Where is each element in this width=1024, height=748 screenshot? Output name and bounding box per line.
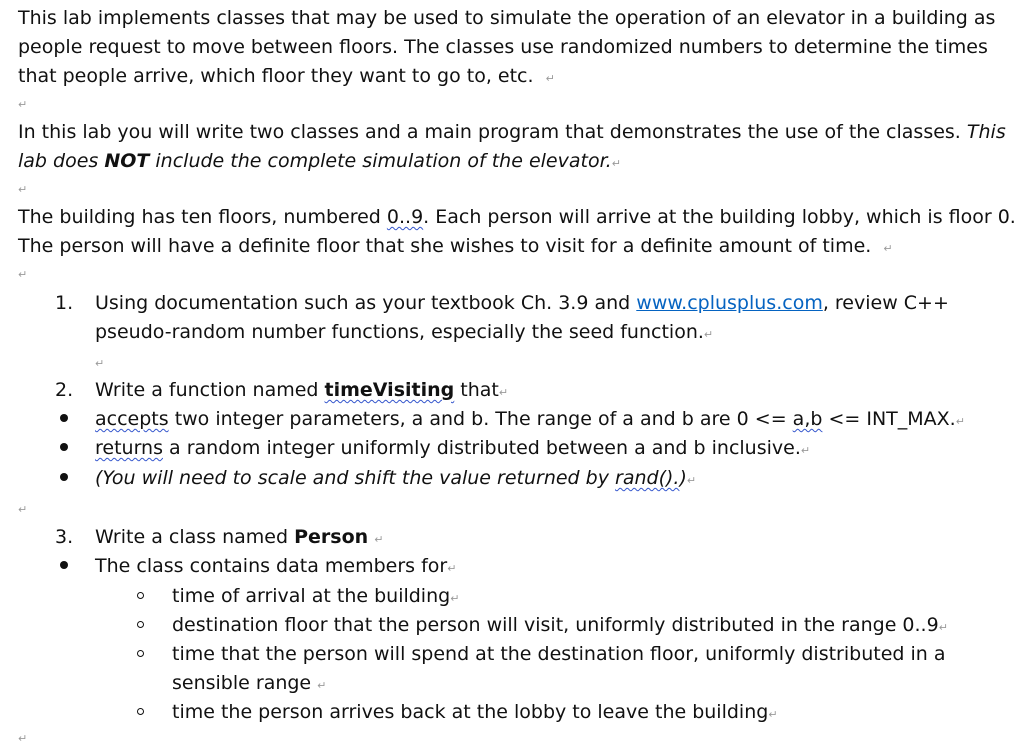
paragraph-mark: ↵ xyxy=(545,72,555,85)
ab-term: a,b xyxy=(792,408,823,430)
task-line-1 xyxy=(18,120,1006,144)
paragraph-mark: ↵ xyxy=(18,732,28,745)
item-3-sub-3-line-1: time that the person will spend at the destination floor, uniformly distributed in a xyxy=(172,643,946,665)
intro-line-3 xyxy=(18,64,555,88)
item-1-line-1 xyxy=(95,291,949,315)
item-1-line-2 xyxy=(95,320,713,344)
paragraph-mark: ↵ xyxy=(95,357,105,370)
item-3-number: 3. xyxy=(55,526,74,548)
item-2-bullet-2 xyxy=(95,436,810,460)
item-3-sub-2 xyxy=(172,613,948,637)
paragraph-mark: ↵ xyxy=(938,621,948,634)
paragraph-mark: ↵ xyxy=(447,562,457,575)
item-2-bullet-3 xyxy=(95,466,696,490)
item-1-number: 1. xyxy=(55,292,74,314)
task-line-2-c: include the complete simulation of the elevator. xyxy=(155,150,612,172)
intro-line-3-text: that people arrive, which floor they want to go to, etc. xyxy=(18,65,534,87)
item-2-bullet-3-c: ) xyxy=(679,467,687,489)
paragraph-mark: ↵ xyxy=(374,533,384,546)
paragraph-mark: ↵ xyxy=(18,98,28,111)
paragraph-mark: ↵ xyxy=(686,474,697,487)
item-2-bullet-1-d: <= INT_MAX. xyxy=(828,408,956,430)
bullet-dot xyxy=(60,414,68,422)
paragraph-mark: ↵ xyxy=(498,386,509,399)
circle-bullet xyxy=(137,592,144,599)
item-3-sub-2-text: destination floor that the person will visit, uniformly distributed in the range 0..9 xyxy=(172,614,939,636)
class-name: Person xyxy=(294,526,369,548)
circle-bullet xyxy=(137,650,144,657)
item-3-sub-4 xyxy=(172,700,778,724)
item-2-bullet-1-b: two integer parameters, a and b. The range of a and b are 0 <= xyxy=(174,408,787,430)
paragraph-mark: ↵ xyxy=(317,679,327,692)
item-2-line-1-a: Write a function named xyxy=(95,379,319,401)
item-3-sub-1 xyxy=(172,584,459,608)
bullet-dot xyxy=(60,561,68,569)
returns-word: returns xyxy=(95,437,163,459)
item-1-line-1-c: , review C++ xyxy=(822,292,949,314)
item-3-sub-1-text: time of arrival at the building xyxy=(172,585,451,607)
circle-bullet xyxy=(137,621,144,628)
task-line-1-italic: This xyxy=(966,121,1006,143)
item-3-line-1-a: Write a class named xyxy=(95,526,289,548)
intro-line-1: This lab implements classes that may be used to simulate the operation of an elevator in a building as xyxy=(18,7,996,29)
task-line-2-a: lab does xyxy=(18,150,99,172)
paragraph-mark: ↵ xyxy=(883,242,893,255)
paragraph-mark: ↵ xyxy=(18,503,28,516)
paragraph-mark: ↵ xyxy=(18,268,28,281)
paragraph-mark: ↵ xyxy=(450,592,460,605)
task-line-2 xyxy=(18,149,621,173)
item-3-sub-3-line-2-text: sensible range xyxy=(172,672,312,694)
building-line-1-c: . Each person will arrive at the building lobby, which is floor 0. xyxy=(423,206,1016,228)
paragraph-mark: ↵ xyxy=(800,444,811,457)
bullet-dot xyxy=(60,443,68,451)
building-line-2-text: The person will have a definite floor that she wishes to visit for a definite amount of time. xyxy=(18,235,872,257)
item-2-bullet-2-b: a random integer uniformly distributed between a and b inclusive. xyxy=(169,437,801,459)
bullet-dot xyxy=(60,473,68,481)
paragraph-mark: ↵ xyxy=(18,183,28,196)
item-3-line-1 xyxy=(95,525,383,549)
item-2-number: 2. xyxy=(55,379,74,401)
building-line-1 xyxy=(18,205,1016,229)
function-name: timeVisiting xyxy=(324,379,455,401)
paragraph-mark: ↵ xyxy=(611,157,621,170)
accepts-word: accepts xyxy=(95,408,169,430)
item-1-line-1-a: Using documentation such as your textbook Ch. 3.9 and xyxy=(95,292,631,314)
item-3-sub-3-line-2 xyxy=(172,671,326,695)
item-3-sub-4-text: time the person arrives back at the lobby to leave the building xyxy=(172,701,769,723)
building-line-1-a: The building has ten floors, numbered xyxy=(18,206,381,228)
paragraph-mark: ↵ xyxy=(768,708,778,721)
building-line-2 xyxy=(18,234,893,258)
task-line-1-text: In this lab you will write two classes and a main program that demonstrates the use of the classes. xyxy=(18,121,961,143)
building-floor-range: 0..9 xyxy=(386,206,424,228)
item-2-line-1-c: that xyxy=(460,379,499,401)
item-1-line-2-text: pseudo-random number functions, especially the seed function. xyxy=(95,321,704,343)
cplusplus-link[interactable]: www.cplusplus.com xyxy=(636,292,823,314)
rand-call: rand(). xyxy=(615,467,680,489)
item-3-bullet-text: The class contains data members for xyxy=(95,555,448,577)
paragraph-mark: ↵ xyxy=(955,415,965,428)
task-line-2-not: NOT xyxy=(104,150,150,172)
item-2-bullet-1 xyxy=(95,407,965,431)
item-3-bullet xyxy=(95,554,456,578)
paragraph-mark: ↵ xyxy=(703,328,714,341)
circle-bullet xyxy=(137,708,144,715)
intro-line-2: people request to move between floors. The classes use randomized numbers to determine the times xyxy=(18,36,988,58)
item-2-bullet-3-a: (You will need to scale and shift the value returned by xyxy=(95,467,609,489)
item-2-line-1 xyxy=(95,378,508,402)
